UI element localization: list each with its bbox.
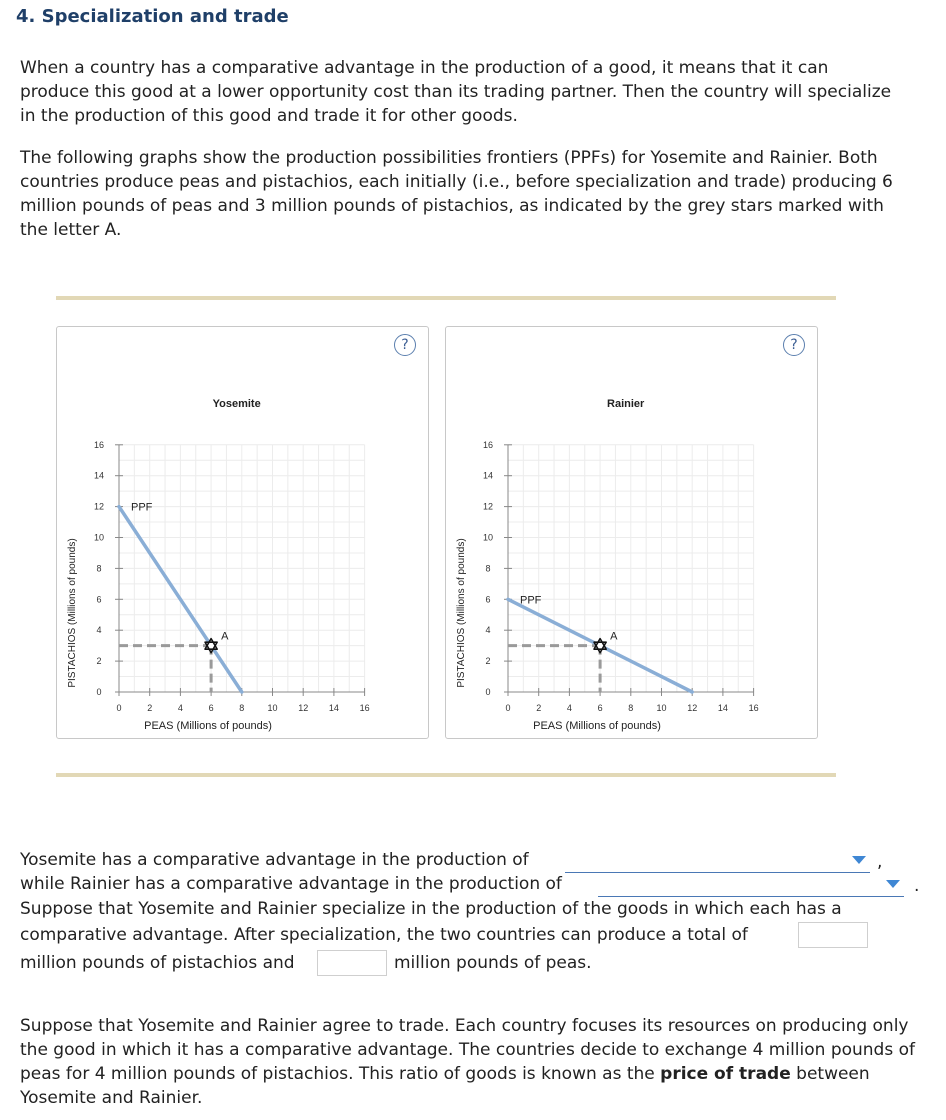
intro-paragraph-2: The following graphs show the production possibilities frontiers (PPFs) for Yosemite and Rainier. Both countries produce peas and pistachios, each initially (i.e., before specialization and trade) producing 6 million pounds of peas and 3 million pounds of pistachios, as indicated by the grey stars marked with the letter A. <box>20 148 893 240</box>
x-tick-label: 10 <box>656 703 667 713</box>
x-tick-label: 2 <box>536 703 542 713</box>
question-line-1: Yosemite has a comparative advantage in the production of <box>20 850 529 870</box>
question-line-4: comparative advantage. After specialization, the two countries can produce a total of <box>20 925 748 945</box>
help-icon[interactable]: ? <box>394 334 416 356</box>
y-tick-label: 8 <box>96 563 102 574</box>
period: . <box>914 876 920 896</box>
x-tick-label: 12 <box>298 703 309 713</box>
y-tick-label: 14 <box>482 470 494 481</box>
y-tick-label: 0 <box>96 687 102 697</box>
y-axis-label: PISTACHIOS (Millions of pounds) <box>456 538 467 688</box>
comma: , <box>877 852 883 872</box>
y-tick-label: 16 <box>482 439 494 450</box>
y-tick-label: 10 <box>482 532 494 543</box>
trade-paragraph <box>20 1014 925 1110</box>
help-icon[interactable]: ? <box>783 334 805 356</box>
x-tick-label: 14 <box>717 703 728 713</box>
x-axis-label: PEAS (Millions of pounds) <box>533 720 661 732</box>
chart-title: Rainier <box>607 398 645 410</box>
yosemite-graph-panel <box>56 326 429 739</box>
dropdown-arrow-icon <box>852 856 866 864</box>
y-tick-label: 4 <box>485 625 491 636</box>
question-line-3: Suppose that Yosemite and Rainier specialize in the production of the goods in which each has a <box>20 899 842 919</box>
y-tick-label: 12 <box>93 501 105 512</box>
y-axis-label: PISTACHIOS (Millions of pounds) <box>67 538 78 688</box>
x-tick-label: 6 <box>597 703 603 713</box>
dropdown-arrow-icon <box>886 880 900 888</box>
x-tick-label: 0 <box>116 703 122 713</box>
x-tick-label: 16 <box>359 703 370 713</box>
rainier-ppf-chart[interactable] <box>446 327 817 738</box>
chart-title: Yosemite <box>212 398 261 410</box>
ppf-label: PPF <box>131 501 153 514</box>
y-tick-label: 6 <box>96 594 102 605</box>
rainier-graph-panel <box>445 326 818 739</box>
section-title: 4. Specialization and trade <box>16 6 289 27</box>
y-tick-label: 12 <box>482 501 494 512</box>
question-line-5a: million pounds of pistachios and <box>20 953 295 973</box>
question-line-5b: million pounds of peas. <box>394 953 592 973</box>
y-tick-label: 8 <box>485 563 491 574</box>
y-tick-label: 16 <box>93 439 105 450</box>
peas-total-input[interactable] <box>317 950 387 976</box>
ppf-label: PPF <box>520 594 542 607</box>
trade-term-bold: price of trade <box>660 1064 791 1084</box>
x-tick-label: 4 <box>566 703 572 713</box>
y-tick-label: 14 <box>93 470 105 481</box>
yosemite-advantage-dropdown[interactable] <box>565 850 870 873</box>
trade-text-2: between Yosemite and Rainier. <box>20 1064 870 1108</box>
intro-paragraph-1: When a country has a comparative advantage in the production of a good, it means that it can produce this good at a lower opportunity cost than its trading partner. Then the country will specialize in the production of this good and trade it for other goods. <box>20 58 892 126</box>
point-a-star-icon <box>594 639 606 653</box>
y-tick-label: 6 <box>485 594 491 605</box>
rainier-advantage-dropdown[interactable] <box>598 874 904 897</box>
trade-text-1: Suppose that Yosemite and Rainier agree to trade. Each country focuses its resources on producing only the good in which it has a comparative advantage. The countries decide to exchange 4 million pounds of peas for 4 million pounds of pistachios. This ratio of goods is known as the <box>20 1016 915 1084</box>
x-tick-label: 0 <box>505 703 511 713</box>
point-a-label: A <box>610 630 618 643</box>
y-tick-label: 2 <box>485 656 491 667</box>
x-axis-label: PEAS (Millions of pounds) <box>144 720 272 732</box>
y-tick-label: 10 <box>93 532 105 543</box>
x-tick-label: 8 <box>239 703 245 713</box>
x-tick-label: 8 <box>628 703 634 713</box>
x-tick-label: 14 <box>328 703 339 713</box>
y-tick-label: 0 <box>485 687 491 697</box>
bottom-divider <box>56 773 836 777</box>
pistachios-total-input[interactable] <box>798 922 868 948</box>
x-tick-label: 12 <box>687 703 698 713</box>
top-divider <box>56 296 836 300</box>
yosemite-ppf-chart[interactable] <box>57 327 428 738</box>
y-tick-label: 4 <box>96 625 102 636</box>
question-line-2: while Rainier has a comparative advantage in the production of <box>20 874 562 894</box>
x-tick-label: 10 <box>267 703 278 713</box>
x-tick-label: 16 <box>748 703 759 713</box>
x-tick-label: 4 <box>177 703 183 713</box>
point-a-label: A <box>221 630 229 643</box>
x-tick-label: 6 <box>208 703 214 713</box>
x-tick-label: 2 <box>147 703 153 713</box>
y-tick-label: 2 <box>96 656 102 667</box>
